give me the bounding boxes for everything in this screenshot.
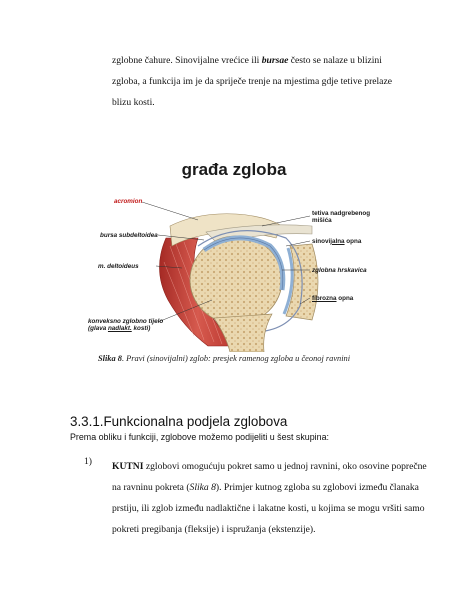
figure-title: građa zgloba: [181, 160, 287, 179]
section-heading: 3.3.1.Funkcionalna podjela zglobova: [70, 414, 288, 429]
label-synovial-membrane: sinovijalna opna: [312, 238, 362, 245]
list-item: KUTNI zglobovi omogućuju pokret samo u jednoj ravnini, oko osovine poprečne na ravninu pokreta (Slika 8). Primjer kutnog zgloba su zglobovi između članaka prstiju, ili zglob između nadlaktične i lakatne kosti, u kojima se mogu vršiti samo pokreti pregibanja (fleksije) i ispružanja (ekstenzije).: [112, 461, 427, 535]
term-kutni: KUTNI: [112, 461, 144, 472]
label-convex-surface: konveksno zglobno tijelo (glava nadlakt. kosti): [88, 318, 164, 332]
top-paragraph: [112, 50, 430, 113]
section-intro: Prema obliku i funkciji, zglobove možemo podijeliti u šest skupina:: [70, 432, 329, 442]
bursae-term: bursae: [261, 55, 289, 66]
label-bursa-subdeltoidea: bursa subdeltoidea: [100, 232, 158, 239]
paragraph-line: zgloba, a funkcija im je da spriječe trenje na mjestima gdje tetive prelaze: [112, 76, 392, 87]
list-number: 1): [84, 456, 92, 467]
figure-reference: Slika 8: [189, 482, 216, 493]
label-articular-cartilage: zglobna hrskavica: [312, 267, 367, 274]
label-deltoideus: m. deltoideus: [98, 263, 139, 270]
shoulder-joint-figure: [86, 150, 382, 352]
paragraph-line: zglobne čahure. Sinovijalne vrećice ili bursae često se nalaze u blizini: [112, 55, 382, 66]
label-supraspinatus-tendon: tetiva nadgrebenog mišića: [312, 210, 371, 224]
label-fibrous-membrane: fibrozna opna: [312, 295, 354, 302]
label-acromion: acromion: [114, 198, 143, 205]
paragraph-line: blizu kosti.: [112, 97, 155, 108]
figure-caption: Slika 8. Pravi (sinovijalni) zglob: presjek ramenog zgloba u čeonoj ravnini: [98, 354, 351, 363]
